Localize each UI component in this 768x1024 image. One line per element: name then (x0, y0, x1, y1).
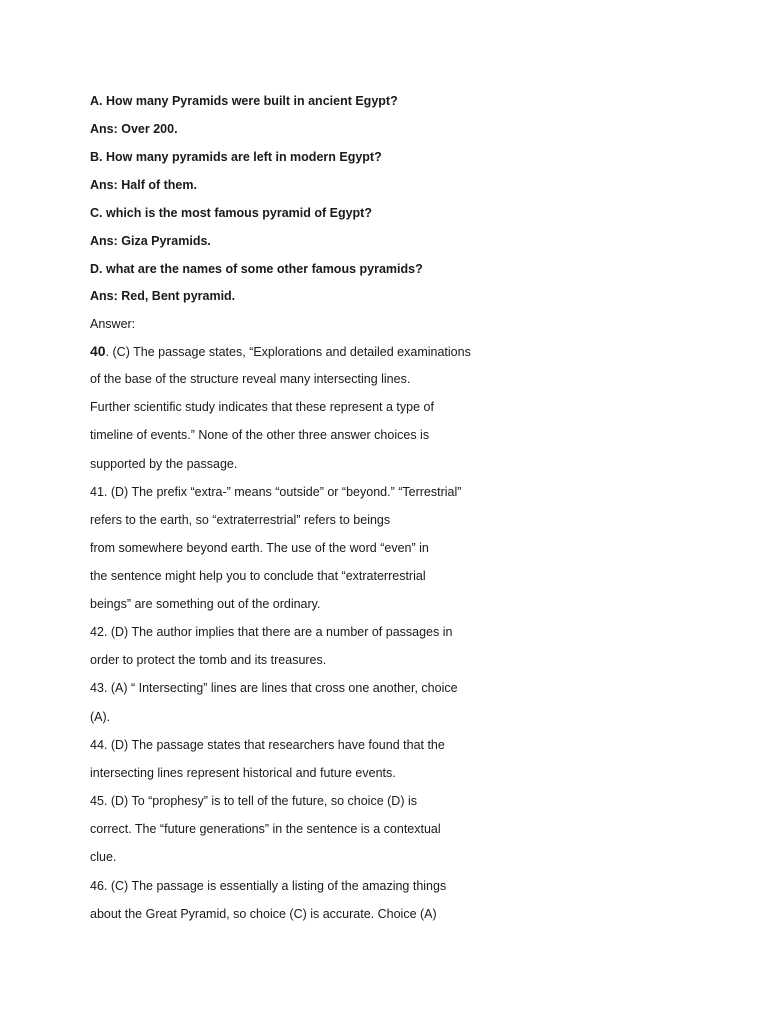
answer-a: Ans: Over 200. (90, 122, 178, 136)
body-line: from somewhere beyond earth. The use of the word “even” in (90, 541, 429, 555)
body-line: refers to the earth, so “extraterrestrial” refers to beings (90, 513, 391, 527)
body-line: 42. (D) The author implies that there are a number of passages in (90, 625, 453, 639)
body-line: the sentence might help you to conclude that “extraterrestrial (90, 569, 426, 583)
item-40-line: timeline of events.” None of the other three answer choices is (90, 428, 430, 442)
question-c: C. which is the most famous pyramid of Egypt? (90, 206, 372, 220)
body-line: clue. (90, 850, 117, 864)
body-line: 41. (D) The prefix “extra-” means “outside” or “beyond.” “Terrestrial” (90, 485, 462, 499)
answer-c: Ans: Giza Pyramids. (90, 234, 211, 248)
body-line: (A). (90, 710, 111, 724)
body-line: correct. The “future generations” in the sentence is a contextual (90, 822, 441, 836)
body-line: 45. (D) To “prophesy” is to tell of the future, so choice (D) is (90, 794, 417, 808)
item-40-line: Further scientific study indicates that these represent a type of (90, 400, 434, 414)
question-a: A. How many Pyramids were built in ancient Egypt? (90, 94, 398, 108)
answer-heading: Answer: (90, 317, 136, 331)
body-line: 43. (A) “ Intersecting” lines are lines that cross one another, choice (90, 681, 458, 695)
body-line: 46. (C) The passage is essentially a listing of the amazing things (90, 879, 447, 893)
answer-b: Ans: Half of them. (90, 178, 197, 192)
body-line: beings” are something out of the ordinary. (90, 597, 321, 611)
item-40-first-line (90, 343, 471, 360)
item-40-number: 40 (90, 343, 106, 359)
question-d: D. what are the names of some other famous pyramids? (90, 262, 423, 276)
question-b: B. How many pyramids are left in modern Egypt? (90, 150, 382, 164)
answer-d: Ans: Red, Bent pyramid. (90, 289, 236, 303)
body-line: intersecting lines represent historical and future events. (90, 766, 396, 780)
item-40-first-line-text: . (C) The passage states, “Explorations and detailed examinations (105, 345, 471, 359)
item-40-line: of the base of the structure reveal many intersecting lines. (90, 372, 411, 386)
body-line: 44. (D) The passage states that researchers have found that the (90, 738, 445, 752)
item-40-line: supported by the passage. (90, 457, 238, 471)
body-line: about the Great Pyramid, so choice (C) is accurate. Choice (A) (90, 907, 437, 921)
body-line: order to protect the tomb and its treasures. (90, 653, 327, 667)
